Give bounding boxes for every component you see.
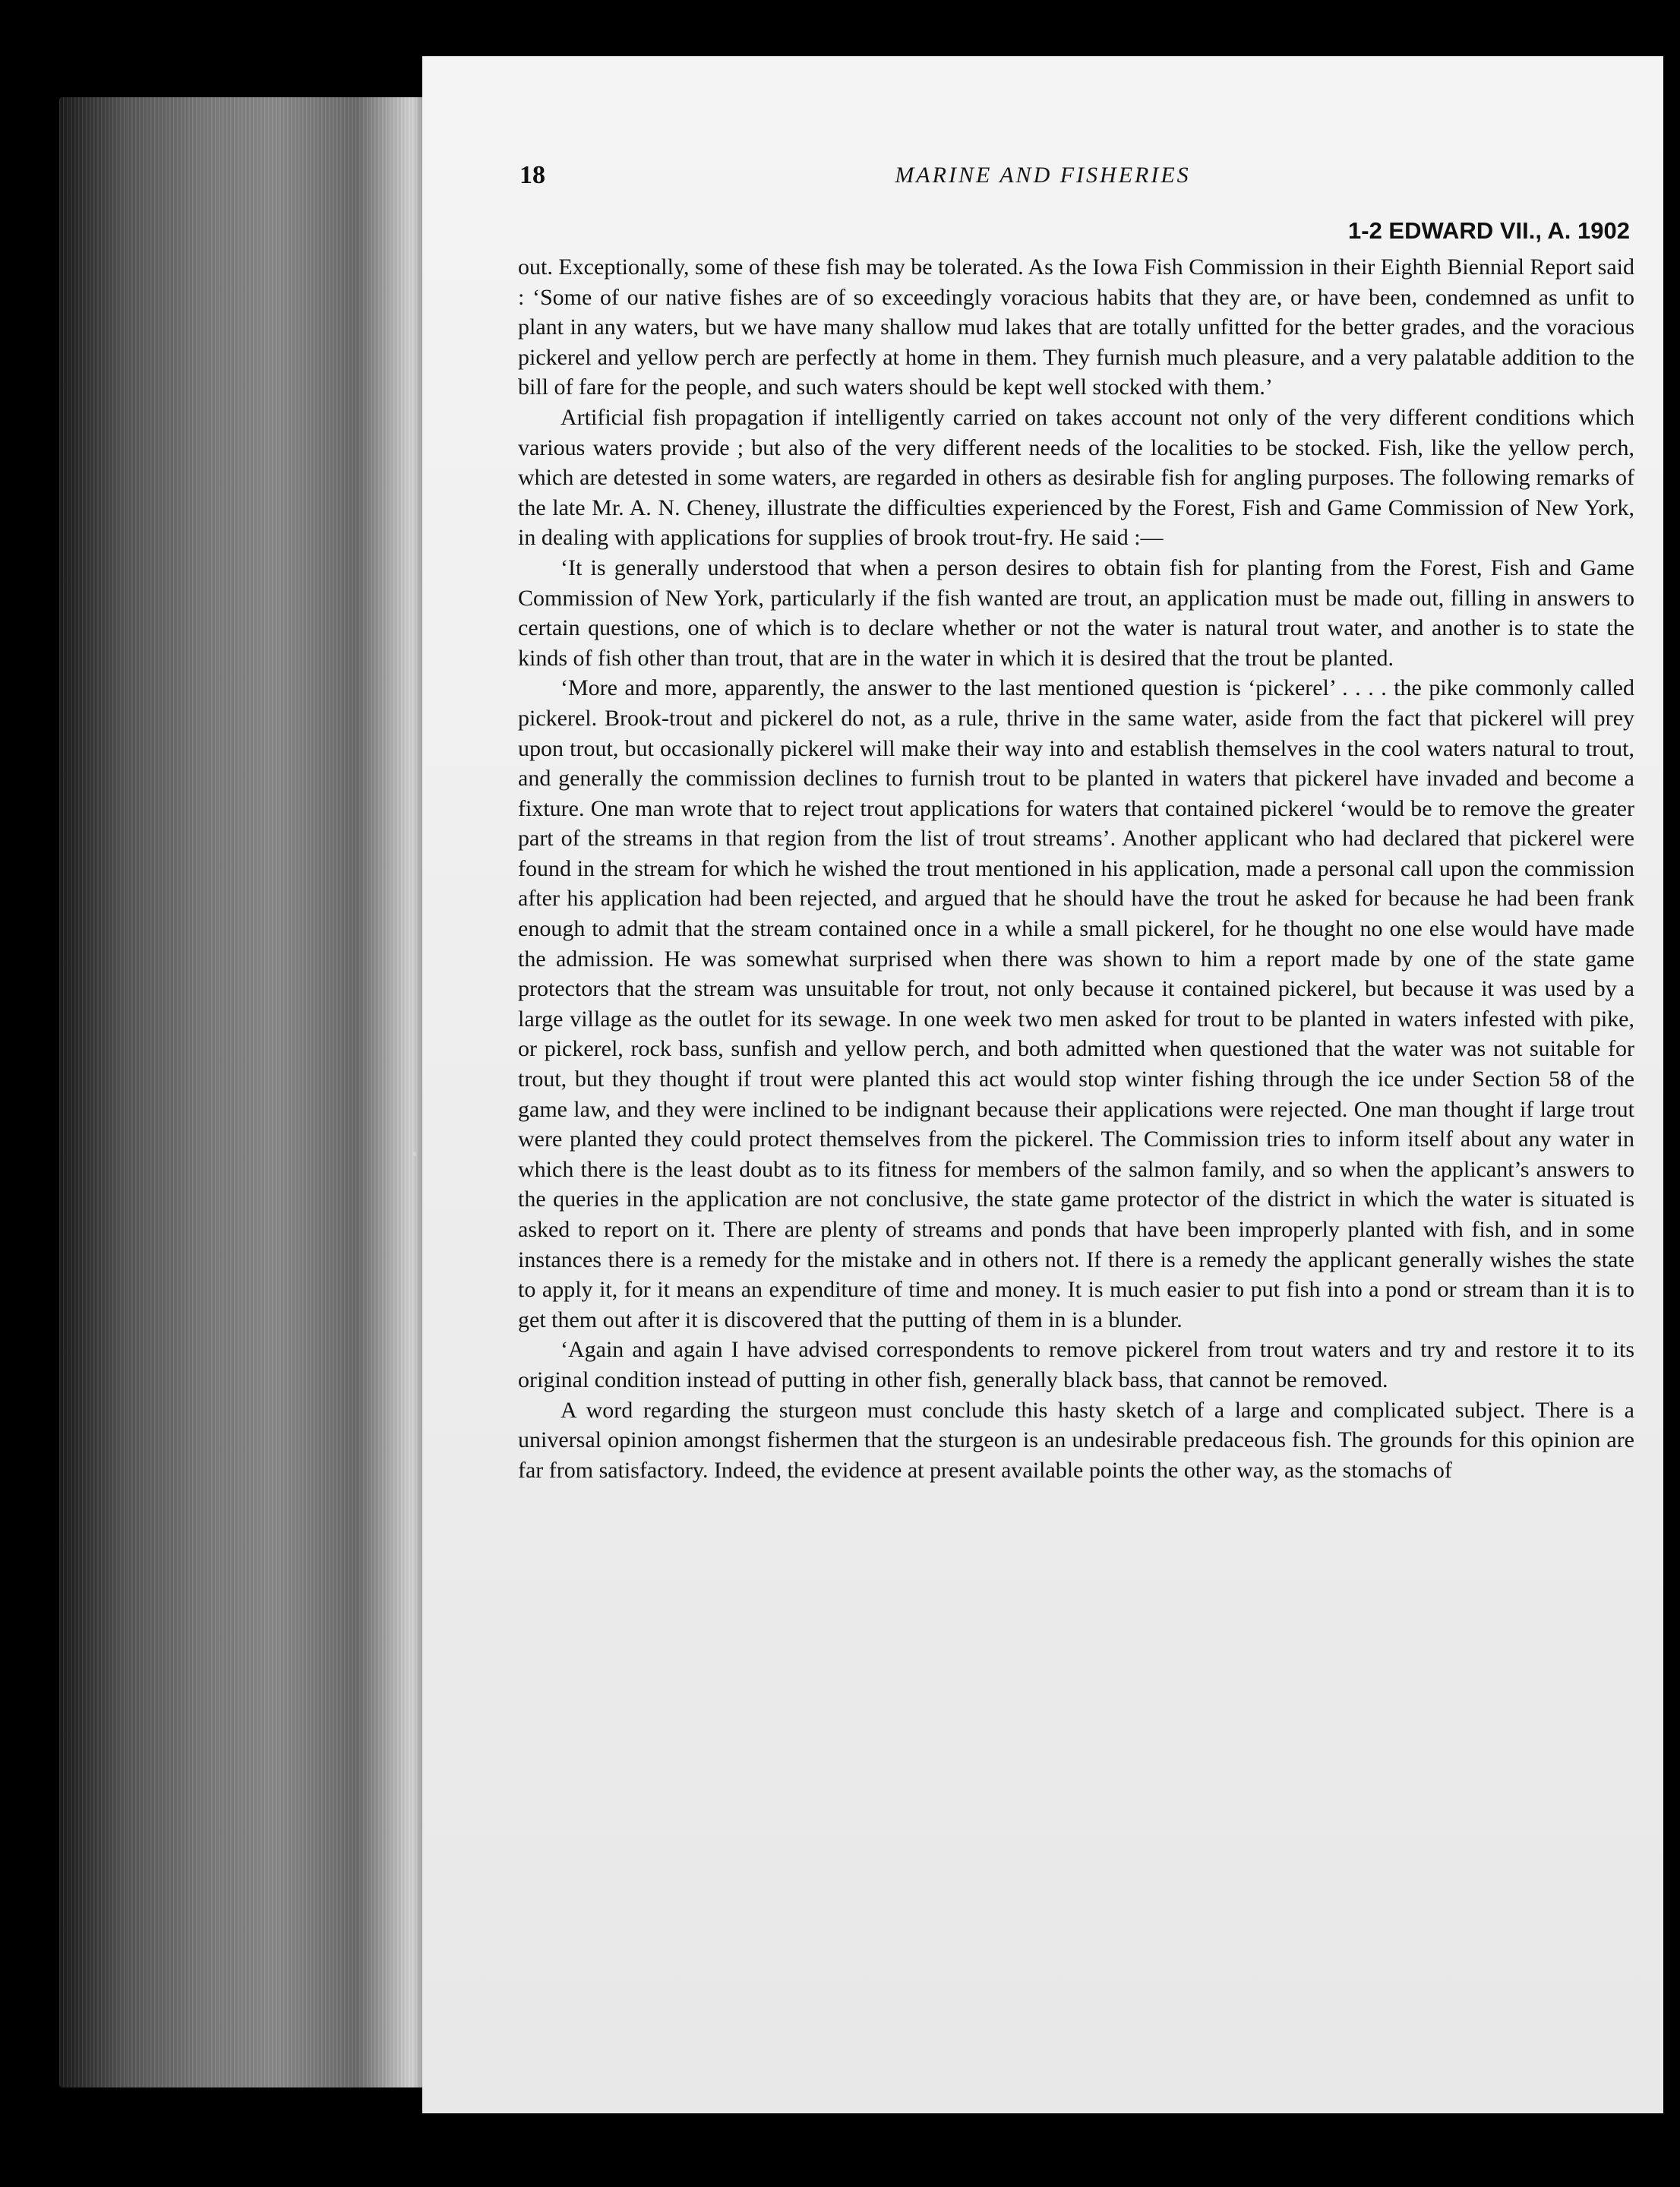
book-page-edges xyxy=(59,97,422,2087)
paragraph-5: ‘Again and again I have advised correspondents to remove pickerel from trout waters and try and restore it to its original condition instead of putting in other fish, generally black bass, that cannot be removed. xyxy=(518,1337,1634,1392)
regnal-year: 1-2 EDWARD VII., A. 1902 xyxy=(1348,217,1630,244)
page-number: 18 xyxy=(519,161,545,189)
paragraph-1: out. Exceptionally, some of these fish may be tolerated. As the Iowa Fish Commission in their Eighth Biennial Report said : ‘Some of our native fishes are of so exceedingly voracious habits that they are, or have been, condemned as unfit to plant in any waters, but we have many shallow mud lakes that are totally unfitted for the better grades, and the voracious pickerel and yellow perch are perfectly at home in them. They furnish much pleasure, and a very palatable addition to the bill of fare for the people, and such waters should be kept well stocked with them.’ xyxy=(518,254,1634,400)
running-head: MARINE AND FISHERIES xyxy=(895,163,1191,188)
paragraph-2: Artificial fish propagation if intelligently carried on takes account not only of the very different conditions which various waters provide ; but also of the very different needs of the localities to be stocked. Fish, like the yellow perch, which are detested in some waters, are regarded in others as desirable fish for angling purposes. The following remarks of the late Mr. A. N. Cheney, illustrate the difficulties experienced by the Forest, Fish and Game Commission of New York, in dealing with applications for supplies of brook trout-fry. He said :— xyxy=(518,404,1634,551)
paragraph-3: ‘It is generally understood that when a person desires to obtain fish for planting from the Forest, Fish and Game Commission of New York, particularly if the fish wanted are trout, an application must be made out, filling in answers to certain questions, one of which is to declare whether or not the water is natural trout water, and another is to state the kinds of fish other than trout, that are in the water in which it is desired that the trout be planted. xyxy=(518,555,1634,671)
book-page xyxy=(422,56,1663,2113)
page-edge-mark xyxy=(413,1152,418,1156)
paragraph-4: ‘More and more, apparently, the answer to the last mentioned question is ‘pickerel’ . . . . the pike commonly called pickerel. Brook-trout and pickerel do not, as a rule, thrive in the same water, aside from the fact that pickerel will prey upon trout, but occasionally pickerel will make their way into and establish themselves in the cool waters natural to trout, and generally the commission declines to furnish trout to be planted in waters that pickerel have invaded and become a fixture. One man wrote that to reject trout applications for waters that contained pickerel ‘would be to remove the greater part of the streams in that region from the list of trout streams’. Another applicant who had declared that pickerel were found in the stream for which he wished the trout mentioned in his application, made a personal call upon the commission after his application had been rejected, and argued that he should have the trout he asked for because he had been frank enough to admit that the stream contained once in a while a small pickerel, for he thought no one else would have made the admission. He was somewhat surprised when there was shown to him a report made by one of the state game protectors that the stream was unsuitable for trout, not only because it contained pickerel, but because it was used by a large village as the outlet for its sewage. In one week two men asked for trout to be planted in waters infested with pike, or pickerel, rock bass, sunfish and yellow perch, and both admitted when questioned that the water was not suitable for trout, but they thought if trout were planted this act would stop winter fishing through the ice under Section 58 of the game law, and they were inclined to be indignant because their applications were rejected. One man thought if large trout were planted they could protect themselves from the pickerel. The Commission tries to inform itself about any water in which there is the least doubt as to its fitness for members of the salmon family, and so when the applicant’s answers to the queries in the application are not conclusive, the state game protector of the district in which the water is situated is asked to report on it. There are plenty of streams and ponds that have been improperly planted with fish, and in some instances there is a remedy for the mistake and in others not. If there is a remedy the applicant generally wishes the state to apply it, for it means an expenditure of time and money. It is much easier to put fish into a pond or stream than it is to get them out after it is discovered that the putting of them in is a blunder. xyxy=(518,675,1634,1332)
paragraph-6: A word regarding the sturgeon must conclude this hasty sketch of a large and complicated subject. There is a universal opinion amongst fishermen that the sturgeon is an undesirable predaceous fish. The grounds for this opinion are far from satisfactory. Indeed, the evidence at present available points the other way, as the stomachs of xyxy=(518,1397,1634,1483)
body-text xyxy=(518,252,1634,1485)
